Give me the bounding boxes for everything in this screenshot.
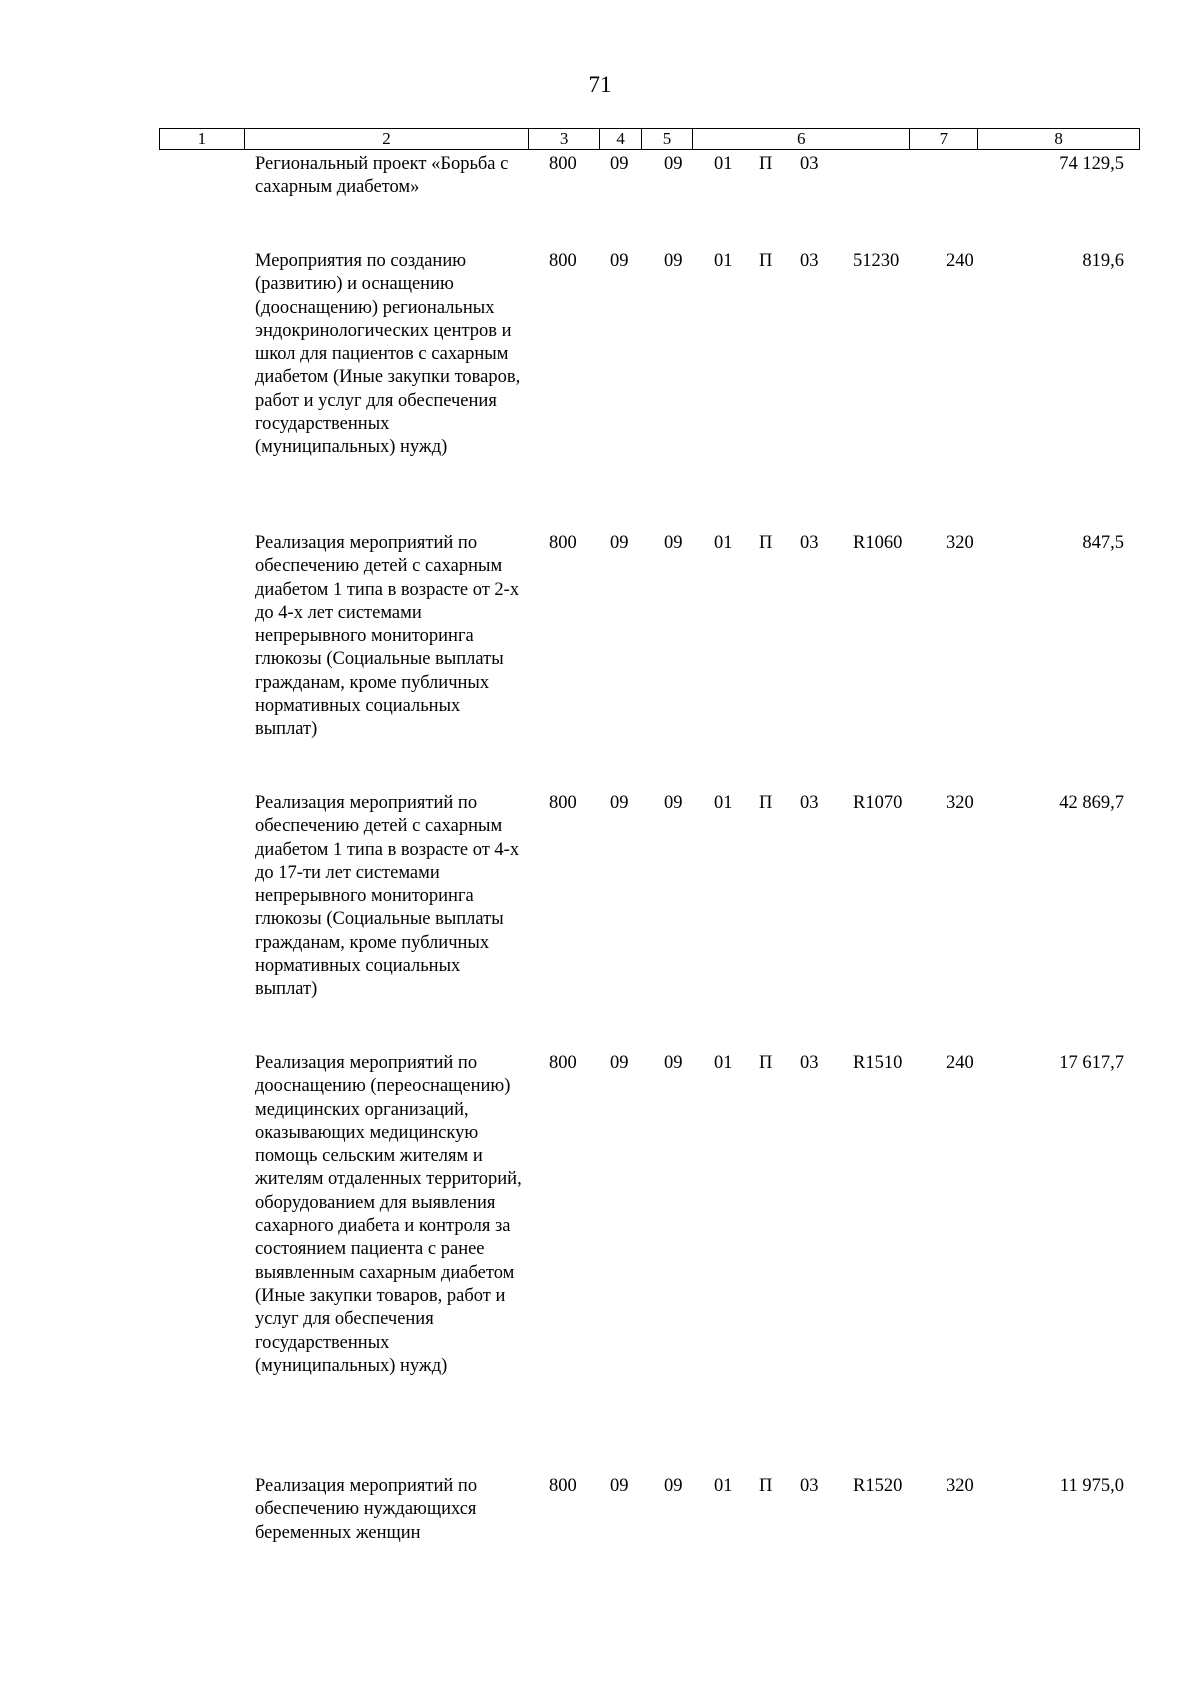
row-amount: 819,6 [1082, 251, 1124, 271]
row-program: 01 [714, 1053, 733, 1073]
row-amount: 42 869,7 [1059, 793, 1124, 813]
row-letter: П [759, 251, 773, 271]
row-program: 01 [714, 154, 733, 174]
row-program: 01 [714, 533, 733, 553]
row-letter: П [759, 1053, 773, 1073]
row-description: Реализация мероприятий по обеспечению детей с сахарным диабетом 1 типа в возрасте от 2-х до 4-х лет системами непрерывного мониторинга глюкозы (Социальные выплаты гражданам, кроме публичных нормативных социальных выплат) [255, 533, 520, 740]
row-dept-code: 800 [549, 533, 577, 553]
row-dept-code: 800 [549, 251, 577, 271]
row-group: 03 [800, 1053, 819, 1073]
row-amount: 847,5 [1082, 533, 1124, 553]
row-expense-type: 240 [946, 251, 974, 271]
row-target-code: R1510 [853, 1053, 903, 1073]
row-section: 09 [610, 1476, 629, 1496]
header-col-2: 2 [245, 129, 529, 149]
row-letter: П [759, 533, 773, 553]
row-subsection: 09 [664, 154, 683, 174]
row-section: 09 [610, 154, 629, 174]
row-description: Реализация мероприятий по обеспечению детей с сахарным диабетом 1 типа в возрасте от 4-х до 17-ти лет системами непрерывного мониторинга глюкозы (Социальные выплаты гражданам, кроме публичных нормативных социальных выплат) [255, 793, 520, 1000]
page-number: 71 [588, 72, 612, 97]
header-col-4: 4 [600, 129, 642, 149]
header-col-6: 6 [693, 129, 911, 149]
row-letter: П [759, 154, 773, 174]
row-subsection: 09 [664, 1476, 683, 1496]
row-group: 03 [800, 533, 819, 553]
row-expense-type: 320 [946, 793, 974, 813]
header-col-3: 3 [529, 129, 600, 149]
row-section: 09 [610, 251, 629, 271]
row-description: Региональный проект «Борьба с сахарным диабетом» [255, 154, 509, 198]
row-description: Реализация мероприятий по обеспечению нуждающихся беременных женщин [255, 1476, 478, 1543]
row-dept-code: 800 [549, 793, 577, 813]
row-amount: 17 617,7 [1059, 1053, 1124, 1073]
header-col-5: 5 [642, 129, 693, 149]
row-program: 01 [714, 1476, 733, 1496]
row-description: Мероприятия по созданию (развитию) и оснащению (дооснащению) региональных эндокринологических центров и школ для пациентов с сахарным диабетом (Иные закупки товаров, работ и услуг для обеспечения государственных (муниципальных) нужд) [255, 251, 521, 458]
row-program: 01 [714, 793, 733, 813]
table-header [159, 128, 1140, 150]
row-group: 03 [800, 154, 819, 174]
header-col-7: 7 [910, 129, 978, 149]
row-subsection: 09 [664, 1053, 683, 1073]
row-amount: 11 975,0 [1059, 1476, 1124, 1496]
row-dept-code: 800 [549, 154, 577, 174]
row-target-code: R1060 [853, 533, 903, 553]
row-letter: П [759, 793, 773, 813]
row-subsection: 09 [664, 251, 683, 271]
row-amount: 74 129,5 [1059, 154, 1124, 174]
row-target-code: R1520 [853, 1476, 903, 1496]
row-letter: П [759, 1476, 773, 1496]
row-target-code: 51230 [853, 251, 900, 271]
row-section: 09 [610, 533, 629, 553]
row-group: 03 [800, 251, 819, 271]
row-subsection: 09 [664, 533, 683, 553]
row-dept-code: 800 [549, 1476, 577, 1496]
row-expense-type: 320 [946, 533, 974, 553]
header-col-1: 1 [160, 129, 245, 149]
row-dept-code: 800 [549, 1053, 577, 1073]
row-group: 03 [800, 793, 819, 813]
row-program: 01 [714, 251, 733, 271]
row-target-code: R1070 [853, 793, 903, 813]
row-expense-type: 240 [946, 1053, 974, 1073]
row-section: 09 [610, 793, 629, 813]
row-section: 09 [610, 1053, 629, 1073]
row-expense-type: 320 [946, 1476, 974, 1496]
row-group: 03 [800, 1476, 819, 1496]
row-subsection: 09 [664, 793, 683, 813]
header-col-8: 8 [1054, 129, 1063, 148]
row-description: Реализация мероприятий по дооснащению (переоснащению) медицинских организаций, оказывающих медицинскую помощь сельским жителям и жителям отдаленных территорий, оборудованием для выявления сахарного диабета и контроля за состоянием пациента с ранее выявленным сахарным диабетом (Иные закупки товаров, работ и услуг для обеспечения государственных (муниципальных) нужд) [255, 1053, 522, 1376]
